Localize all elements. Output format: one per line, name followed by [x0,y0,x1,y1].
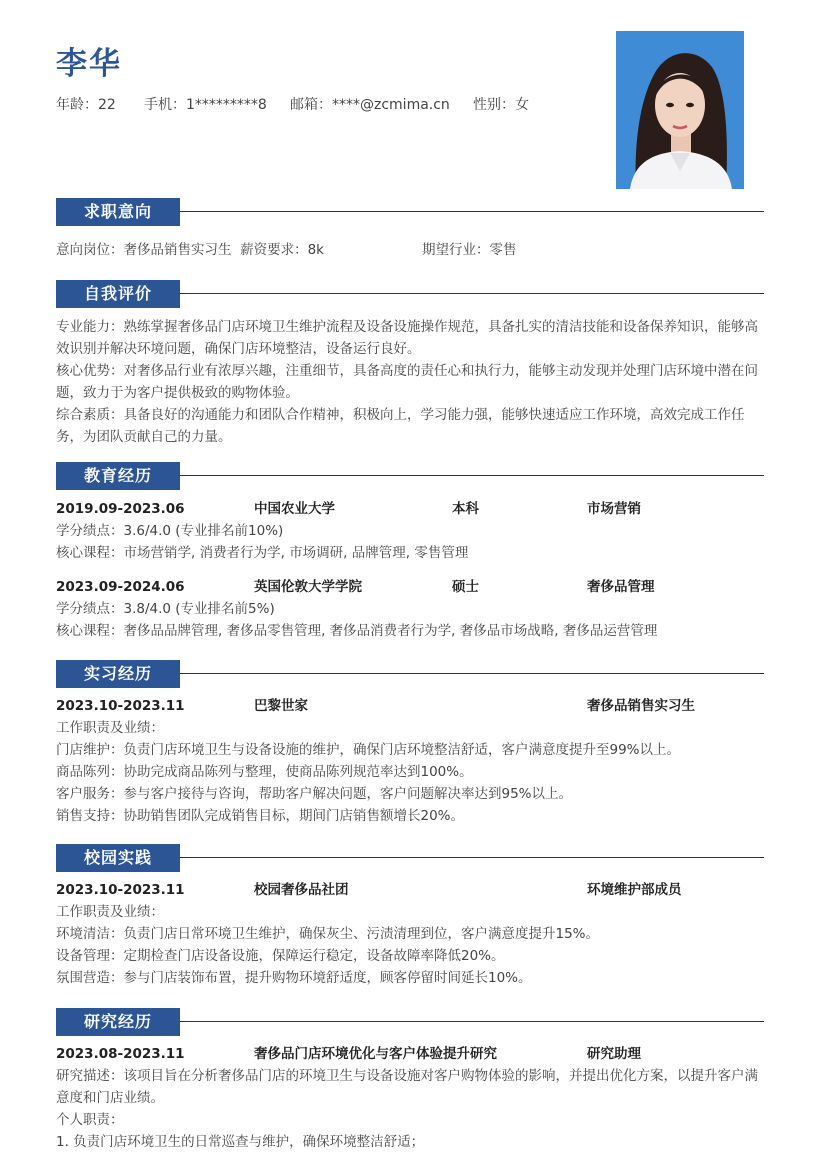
internship-line: 门店维护：负责门店环境卫生与设备设施的维护，确保门店环境整洁舒适，客户满意度提升至99%以上。 [56,742,681,758]
edu-school: 中国农业大学 [254,501,335,517]
education-item-header [56,576,764,598]
section-title: 研究经历 [56,1008,180,1036]
edu-gpa: 学分绩点：3.8/4.0 (专业排名前5%) [56,601,275,617]
internship-role: 奢侈品销售实习生 [587,698,695,714]
campus-line: 工作职责及业绩： [56,904,164,920]
section-divider [180,1021,764,1022]
section-header [56,198,764,226]
internship-period: 2023.10-2023.11 [56,698,185,714]
section-divider [180,673,764,674]
self-eval-professional: 专业能力：熟练掌握奢侈品门店环境卫生维护流程及设备设施操作规范，具备扎实的清洁技能和设备保养知识，能够高效识别并解决环境问题，确保门店环境整洁，设备运行良好。 [56,319,758,357]
research-role: 研究助理 [587,1046,641,1062]
intent-industry: 期望行业：零售 [422,242,517,258]
campus-role: 环境维护部成员 [587,882,682,898]
campus-line: 设备管理：定期检查门店设备设施，保障运行稳定，设备故障率降低20%。 [56,948,505,964]
research-duty: 1. 负责门店环境卫生的日常巡查与维护，确保环境整洁舒适； [56,1134,425,1150]
phone-text: 手机：1*********8 [144,97,267,113]
campus-line: 环境清洁：负责门店日常环境卫生维护，确保灰尘、污渍清理到位，客户满意度提升15%。 [56,926,600,942]
internship-company: 巴黎世家 [254,698,308,714]
edu-gpa: 学分绩点：3.6/4.0 (专业排名前10%) [56,523,284,539]
edu-major: 市场营销 [587,501,641,517]
campus-org: 校园奢侈品社团 [254,882,349,898]
profile-photo [616,31,744,189]
edu-period: 2023.09-2024.06 [56,579,185,595]
research-header [56,1043,764,1065]
portrait-illustration [616,31,744,189]
candidate-name: 李华 [56,46,122,82]
research-project: 奢侈品门店环境优化与客户体验提升研究 [254,1046,497,1062]
campus-line: 氛围营造：参与门店装饰布置，提升购物环境舒适度，顾客停留时间延长10%。 [56,970,532,986]
edu-courses: 核心课程：市场营销学, 消费者行为学, 市场调研, 品牌管理, 零售管理 [56,545,469,561]
gender-text: 性别：女 [473,97,529,113]
section-divider [180,211,764,212]
internship-line: 工作职责及业绩： [56,720,164,736]
education-item-header [56,498,764,520]
edu-degree: 本科 [452,501,479,517]
internship-line: 销售支持：协助销售团队完成销售目标，期间门店销售额增长20%。 [56,808,465,824]
section-header [56,1008,764,1036]
section-campus-practice [56,844,764,989]
internship-header [56,695,764,717]
self-eval-quality: 综合素质：具备良好的沟通能力和团队合作精神，积极向上，学习能力强，能够快速适应工作环境，高效完成工作任务，为团队贡献自己的力量。 [56,407,745,445]
edu-school: 英国伦敦大学学院 [254,579,362,595]
intent-position-salary: 意向岗位：奢侈品销售实习生 薪资要求：8k [56,242,324,258]
section-divider [180,475,764,476]
section-divider [180,857,764,858]
research-duty-label: 个人职责： [56,1112,124,1128]
section-divider [180,293,764,294]
section-title: 实习经历 [56,660,180,688]
section-education [56,462,764,642]
section-title: 求职意向 [56,198,180,226]
section-title: 自我评价 [56,280,180,308]
section-header [56,280,764,308]
internship-line: 商品陈列：协助完成商品陈列与整理，使商品陈列规范率达到100%。 [56,764,473,780]
section-header [56,462,764,490]
age-text: 年龄：22 [56,97,116,113]
self-eval-advantage: 核心优势：对奢侈品行业有浓厚兴趣，注重细节，具备高度的责任心和执行力，能够主动发现并处理门店环境中潜在问题，致力于为客户提供极致的购物体验。 [56,363,758,401]
research-period: 2023.08-2023.11 [56,1046,185,1062]
edu-degree: 硕士 [452,579,479,595]
edu-courses: 核心课程：奢侈品品牌管理, 奢侈品零售管理, 奢侈品消费者行为学, 奢侈品市场战略, 奢侈品运营管理 [56,623,658,639]
section-title: 校园实践 [56,844,180,872]
section-title: 教育经历 [56,462,180,490]
section-research [56,1008,764,1153]
edu-period: 2019.09-2023.06 [56,501,185,517]
internship-line: 客户服务：参与客户接待与咨询，帮助客户解决问题，客户问题解决率达到95%以上。 [56,786,573,802]
section-header [56,660,764,688]
section-self-evaluation [56,280,764,448]
research-description: 研究描述：该项目旨在分析奢侈品门店的环境卫生与设备设施对客户购物体验的影响，并提出优化方案，以提升客户满意度和门店业绩。 [56,1068,758,1106]
campus-period: 2023.10-2023.11 [56,882,185,898]
section-job-intent [56,198,764,261]
section-header [56,844,764,872]
edu-major: 奢侈品管理 [587,579,655,595]
section-internship [56,660,764,827]
email-text: 邮箱：****@zcmima.cn [290,97,450,113]
campus-header [56,879,764,901]
